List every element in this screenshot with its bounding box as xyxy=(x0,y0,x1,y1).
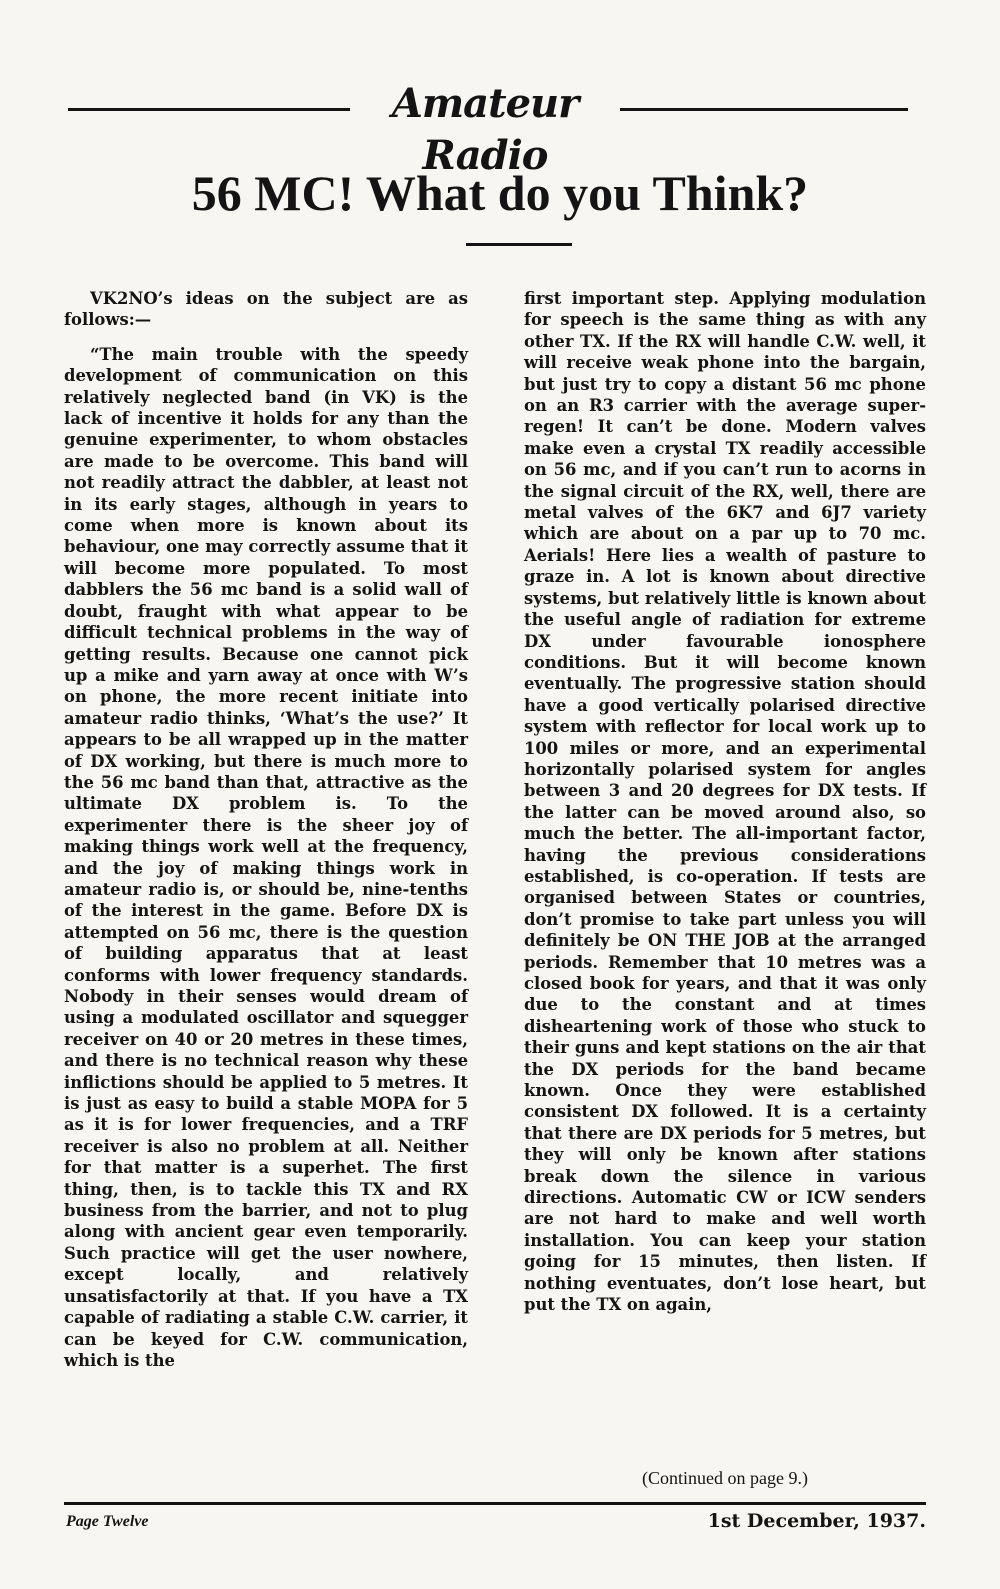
continued-note: (Continued on page 9.) xyxy=(642,1468,808,1488)
article-column-left xyxy=(64,288,468,1371)
masthead-rule-left xyxy=(68,108,350,111)
footer-rule xyxy=(64,1502,926,1505)
article-column-right xyxy=(524,288,926,1316)
masthead xyxy=(68,78,908,179)
headline-rule xyxy=(466,243,572,246)
masthead-rule-right xyxy=(620,108,908,111)
article-body-left: “The main trouble with the speedy development of communication on this relatively neglected band (in VK) is the lack of incentive it holds for any than the genuine experimenter, to whom obstacles are made to be overcome. This band will not readily attract the dabbler, at least not in its early stages, although in years to come when more is known about its behaviour, one may correctly assume that it will become more populated. To most dabblers the 56 mc band is a solid wall of doubt, fraught with what appear to be difficult technical problems in the way of getting results. Because one cannot pick up a mike and yarn away at once with W’s on phone, the more recent initiate into amateur radio thinks, ‘What’s the use?’ It appears to be all wrapped up in the matter of DX working, but there is much more to the 56 mc band than that, attractive as the ultimate DX problem is. To the experimenter there is the sheer joy of making things work well at the frequency, and the joy of making things work in amateur radio is, or should be, nine-tenths of the interest in the game. Before DX is attempted on 56 mc, there is the question of building apparatus that at least conforms with lower frequency standards. Nobody in their senses would dream of using a modulated oscillator and squegger receiver on 40 or 20 metres in these times, and there is no technical reason why these inflictions should be applied to 5 metres. It is just as easy to build a stable MOPA for 5 as it is for lower frequencies, and a TRF receiver is also no problem at all. Neither for that matter is a superhet. The first thing, then, is to tackle this TX and RX business from the barrier, and not to plug along with ancient gear even temporarily. Such practice will get the user nowhere, except locally, and relatively unsatisfactorily at that. If you have a TX capable of radiating a stable C.W. carrier, it can be keyed for C.W. communication, which is the xyxy=(64,344,468,1370)
article-headline: 56 MC! What do you Think? xyxy=(191,165,809,221)
issue-date: 1st December, 1937. xyxy=(707,1510,926,1532)
masthead-title: Amateur Radio xyxy=(391,80,579,179)
page-number: Page Twelve xyxy=(66,1513,149,1530)
article-intro: VK2NO’s ideas on the subject are as follows:— xyxy=(64,289,468,330)
article-body-right: first important step. Applying modulation for speech is the same thing as with any other TX. If the RX will handle C.W. well, it will receive weak phone into the bargain, but just try to copy a distant 56 mc phone on an R3 carrier with the average super-regen! It can’t be done. Modern valves make even a crystal TX readily accessible on 56 mc, and if you can’t run to acorns in the signal circuit of the RX, well, there are metal valves of the 6K7 and 6J7 variety which are about on a par up to 70 mc. Aerials! Here lies a wealth of pasture to graze in. A lot is known about directive systems, but relatively little is known about the useful angle of radiation for extreme DX under favourable ionosphere conditions. But it will become known eventually. The progressive station should have a good vertically polarised directive system with reflector for local work up to 100 miles or more, and an experimental horizontally polarised system for angles between 3 and 20 degrees for DX tests. If the latter can be moved around also, so much the better. The all-important factor, having the previous considerations established, is co-operation. If tests are organised between States or countries, don’t promise to take part unless you will definitely be ON THE JOB at the arranged periods. Remember that 10 metres was a closed book for years, and that it was only due to the constant and at times disheartening work of those who stuck to their guns and kept stations on the air that the DX periods for the band became known. Once they were established consistent DX followed. It is a certainty that there are DX periods for 5 metres, but they will only be known after stations break down the silence in various directions. Automatic CW or ICW senders are not hard to make and well worth installation. You can keep your station going for 15 minutes, then listen. If nothing eventuates, don’t lose heart, but put the TX on again, xyxy=(524,289,926,1315)
